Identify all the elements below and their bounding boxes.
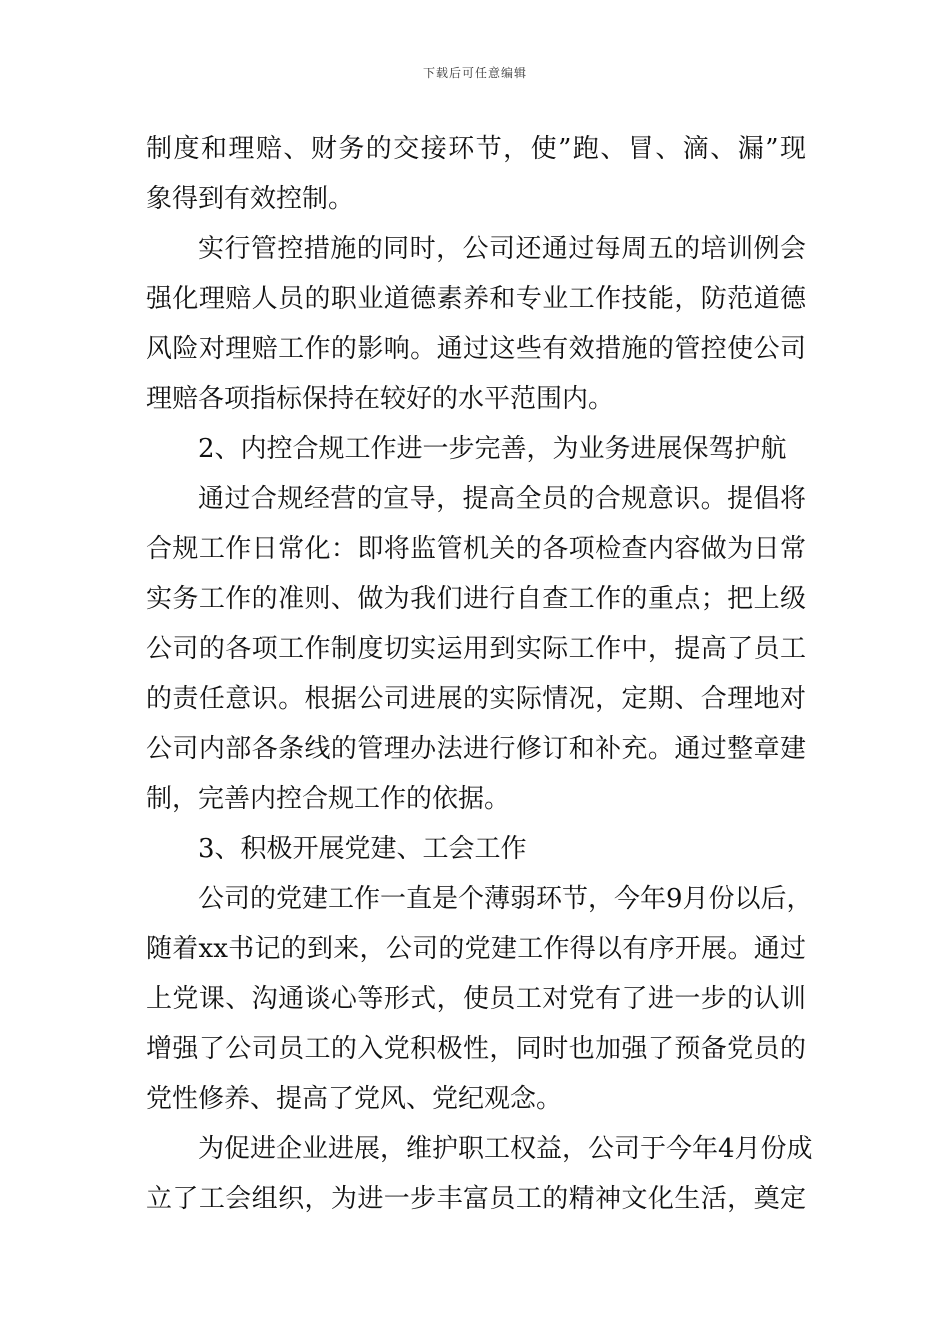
- text-line: 的责任意识。根据公司进展的实际情况，定期、合理地对: [146, 684, 806, 714]
- text-line: 上党课、沟通谈心等形式，使员工对党有了进一步的认训: [146, 984, 806, 1014]
- section-heading: 3、积极开展党建、工会工作: [198, 834, 527, 864]
- text-line: 实行管控措施的同时，公司还通过每周五的培训例会: [198, 234, 806, 264]
- text-line: 理赔各项指标保持在较好的水平范围内。: [146, 384, 615, 414]
- text-line: 立了工会组织，为进一步丰富员工的精神文化生活，奠定: [146, 1184, 806, 1214]
- page-header: 下载后可任意编辑: [422, 66, 527, 80]
- text-line: 通过合规经营的宣导，提高全员的合规意识。提倡将: [198, 484, 806, 514]
- section-heading: 2、内控合规工作进一步完善，为业务进展保驾护航: [198, 434, 787, 464]
- text-line: 合规工作日常化：即将监管机关的各项检查内容做为日常: [146, 534, 806, 564]
- text-line: 为促进企业进展，维护职工权益，公司于今年4月份成: [198, 1134, 813, 1164]
- text-line: 象得到有效控制。: [146, 184, 355, 214]
- text-line: 制，完善内控合规工作的依据。: [146, 784, 511, 814]
- text-line: 增强了公司员工的入党积极性，同时也加强了预备党员的: [146, 1034, 806, 1064]
- text-line: 随着xx书记的到来，公司的党建工作得以有序开展。通过: [146, 934, 806, 964]
- text-line: 强化理赔人员的职业道德素养和专业工作技能，防范道德: [146, 284, 806, 314]
- text-line: 党性修养、提高了党风、党纪观念。: [146, 1084, 563, 1114]
- text-line: 制度和理赔、财务的交接环节，使”跑、冒、滴、漏”现: [146, 134, 806, 164]
- text-line: 公司的党建工作一直是个薄弱环节，今年9月份以后，: [198, 884, 813, 914]
- text-line: 公司的各项工作制度切实运用到实际工作中，提高了员工: [146, 634, 806, 664]
- text-line: 风险对理赔工作的影响。通过这些有效措施的管控使公司: [146, 334, 806, 364]
- text-line: 实务工作的准则、做为我们进行自查工作的重点；把上级: [146, 584, 806, 614]
- text-line: 公司内部各条线的管理办法进行修订和补充。通过整章建: [146, 734, 806, 764]
